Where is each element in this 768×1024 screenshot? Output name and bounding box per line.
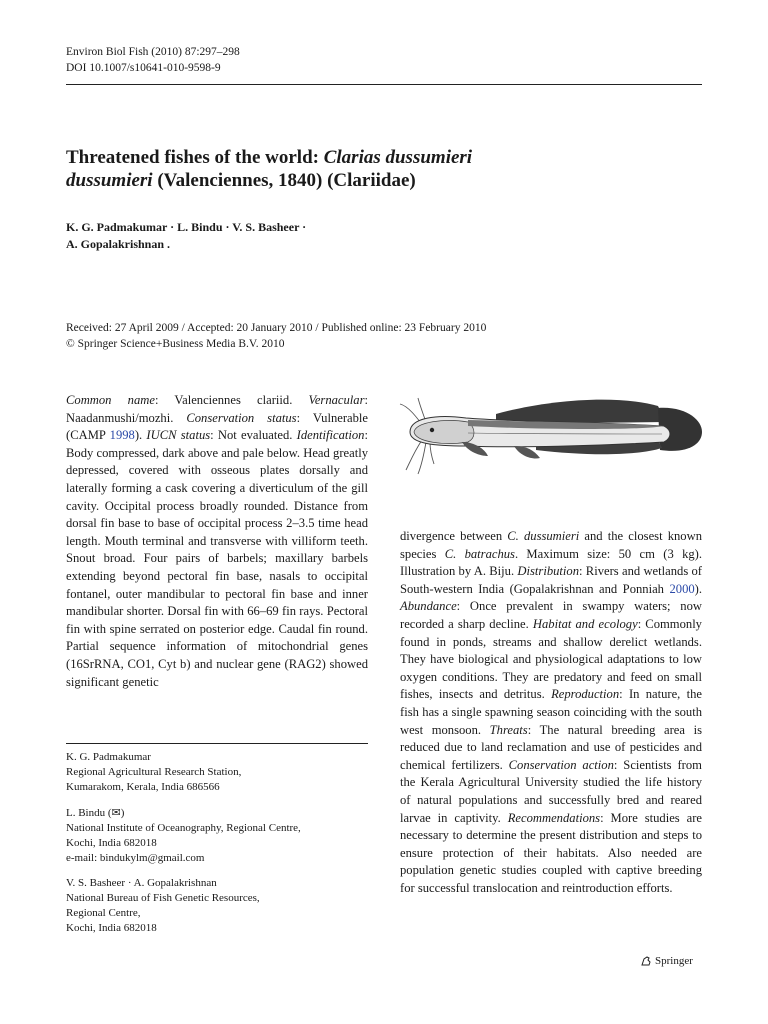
journal-citation: Environ Biol Fish (2010) 87:297–298 (66, 46, 240, 58)
affiliation-divider (66, 743, 368, 744)
body-right-column: divergence between C. dussumieri and the closest known species C. batrachus. Maximum size: 50 cm (3 kg). Illustration by A. Biju. Distribution: Rivers and wetlands of South-western India (Gopalakrishnan and Ponniah 2000). Abundance: Once prevalent in swampy waters; now recorded a sharp decline. Habitat and ecology: Commonly found in ponds, streams and shallow derelict wetlands. They have biological and physiological adaptations to low oxygen conditions. They are predatory and feed on small fishes, insects and detritus. Reproduction: In nature, the fish has a single spawning season coinciding with the south west monsoon. Threats: The natural breeding area is reduced due to land reclamation and use of pesticides and chemical fertilizers. Conservation action: Scientists from the Kerala Agricultural University studied the life history of natural populations and successfully bred and reared larvae in captivity. Recommendations: More studies are necessary to determine the present distribution and steps to ensure protection of their habitats. Also needed are population genetic studies coupled with captive breeding for successful translocation and reintroduction efforts. (400, 529, 703, 895)
species-name: Clarias dussumieri (323, 147, 473, 168)
article-title: Threatened fishes of the world: Clarias dussumieri dussumieri (Valenciennes, 1840) (Clariidae) (66, 147, 473, 191)
publication-dates: Received: 27 April 2009 / Accepted: 20 January 2010 / Published online: 23 February 2010 © Springer Science+Business Media B.V. 2010 (66, 320, 706, 352)
doi: DOI 10.1007/s10641-010-9598-9 (66, 62, 221, 74)
copyright: © Springer Science+Business Media B.V. 2010 (66, 338, 285, 350)
citation-link[interactable]: 1998 (109, 428, 135, 443)
header-divider (66, 84, 702, 85)
subspecies-name: dussumieri (66, 170, 153, 191)
publisher-name: Springer (655, 955, 693, 967)
springer-horse-icon (640, 955, 652, 967)
email-link[interactable]: e-mail: bindukylm@gmail.com (66, 852, 205, 864)
journal-header (66, 44, 240, 76)
publisher-logo (640, 955, 693, 967)
fish-illustration (396, 386, 704, 494)
affiliation-block: V. S. Basheer · A. Gopalakrishnan National Bureau of Fish Genetic Resources, Regional Centre, Kochi, India 682018 (66, 877, 260, 934)
affiliation-block: L. Bindu (✉) National Institute of Oceanography, Regional Centre, Kochi, India 682018 e-mail: bindukylm@gmail.com (66, 806, 368, 866)
affiliation-block: K. G. Padmakumar Regional Agricultural Research Station, Kumarakom, Kerala, India 686566 (66, 751, 242, 793)
body-left-column: Common name: Valenciennes clariid. Vernacular: Naadanmushi/mozhi. Conservation status: Vulnerable (CAMP 1998). IUCN status: Not evaluated. Identification: Body compressed, dark above and pale below. Head greatly depressed, covered with osseous plates dorsally and laterally forming a cask covering a diverticulum of the gill cavity. Occipital process broadly rounded. Distance from dorsal fin base to base of occipital process 2–3.5 time head length. Mouth terminal and transverse with villiform teeth. Snout broad. Four pairs of barbels; maxillary barbels extending beyond pectoral fin base, nasals to occipital fontanel, outer mandibular to pectoral fin base and inner mandibular shorter. Dorsal fin with 66–69 fin rays. Pectoral fin with spine serrated on posterior edge. Caudal fin round. Partial sequence information of mitochondrial genes (16SrRNA, CO1, Cyt b) and nuclear gene (RAG2) showed significant genetic (66, 393, 369, 689)
author-list: K. G. Padmakumar · L. Bindu · V. S. Basheer · A. Gopalakrishnan . (66, 220, 307, 251)
citation-link[interactable]: 2000 (669, 581, 695, 596)
